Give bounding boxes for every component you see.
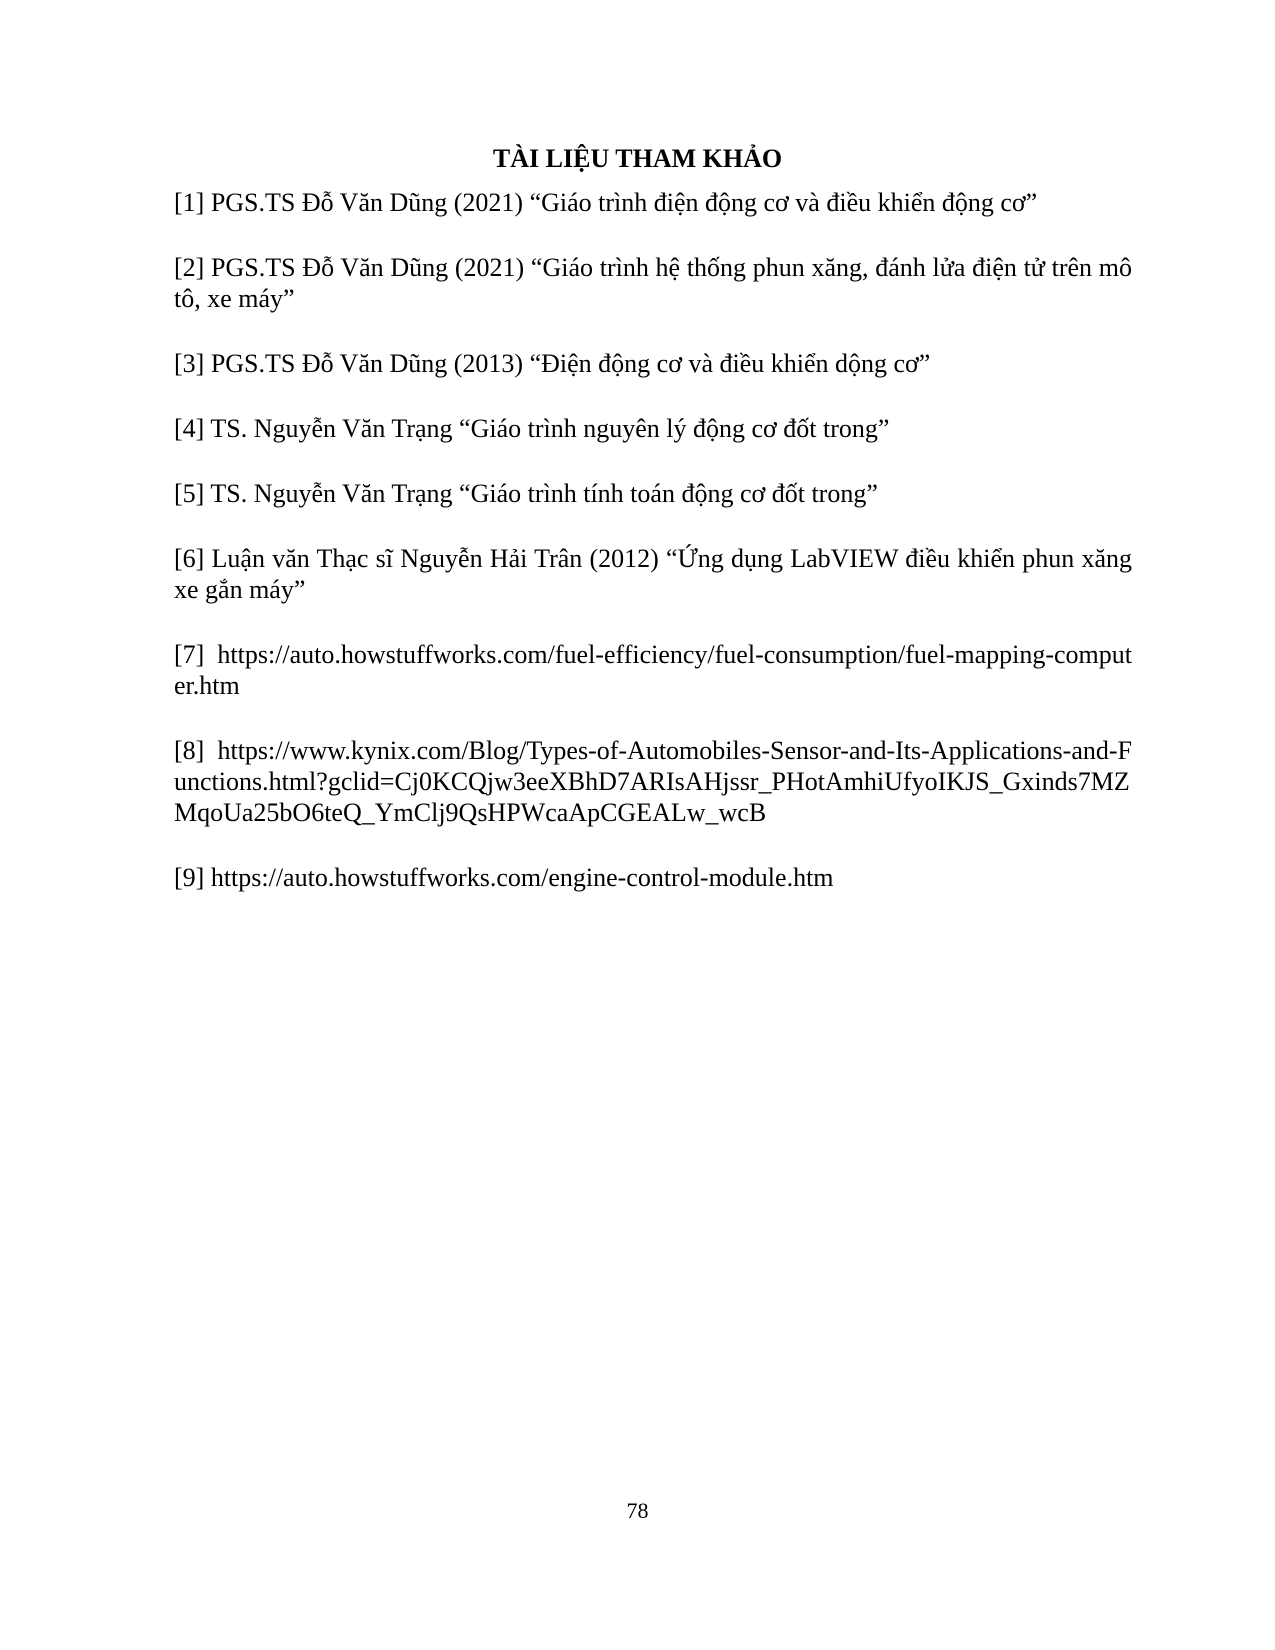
reference-item-7: [7] https://auto.howstuffworks.com/fuel-efficiency/fuel-consumption/fuel-mapping-computer.htm: [174, 640, 1132, 700]
reference-item-4: [4] TS. Nguyễn Văn Trạng “Giáo trình nguyên lý động cơ đốt trong”: [174, 414, 890, 443]
reference-item-9: [9] https://auto.howstuffworks.com/engine-control-module.htm: [174, 863, 834, 892]
page-number: 78: [626, 1498, 649, 1523]
page-title: TÀI LIỆU THAM KHẢO: [492, 144, 783, 173]
reference-item-1: [1] PGS.TS Đỗ Văn Dũng (2021) “Giáo trình điện động cơ và điều khiển động cơ”: [174, 188, 1038, 217]
reference-item-3: [3] PGS.TS Đỗ Văn Dũng (2013) “Điện động cơ và điều khiển dộng cơ”: [174, 349, 931, 378]
reference-item-2: [2] PGS.TS Đỗ Văn Dũng (2021) “Giáo trình hệ thống phun xăng, đánh lửa điện tử trên mô tô, xe máy”: [174, 253, 1132, 313]
reference-item-6: [6] Luận văn Thạc sĩ Nguyễn Hải Trân (2012) “Ứng dụng LabVIEW điều khiển phun xăng xe gắn máy”: [174, 544, 1132, 604]
reference-item-8: [8] https://www.kynix.com/Blog/Types-of-Automobiles-Sensor-and-Its-Applications-and-Functions.html?gclid=Cj0KCQjw3eeXBhD7ARIsAHjssr_PHotAmhiUfyoIKJS_Gxinds7MZMqoUa25bO6teQ_YmClj9QsHPWcaApCGEALw_wcB: [174, 736, 1132, 827]
reference-list: [174, 187, 1132, 927]
reference-item-5: [5] TS. Nguyễn Văn Trạng “Giáo trình tính toán động cơ đốt trong”: [174, 479, 878, 508]
